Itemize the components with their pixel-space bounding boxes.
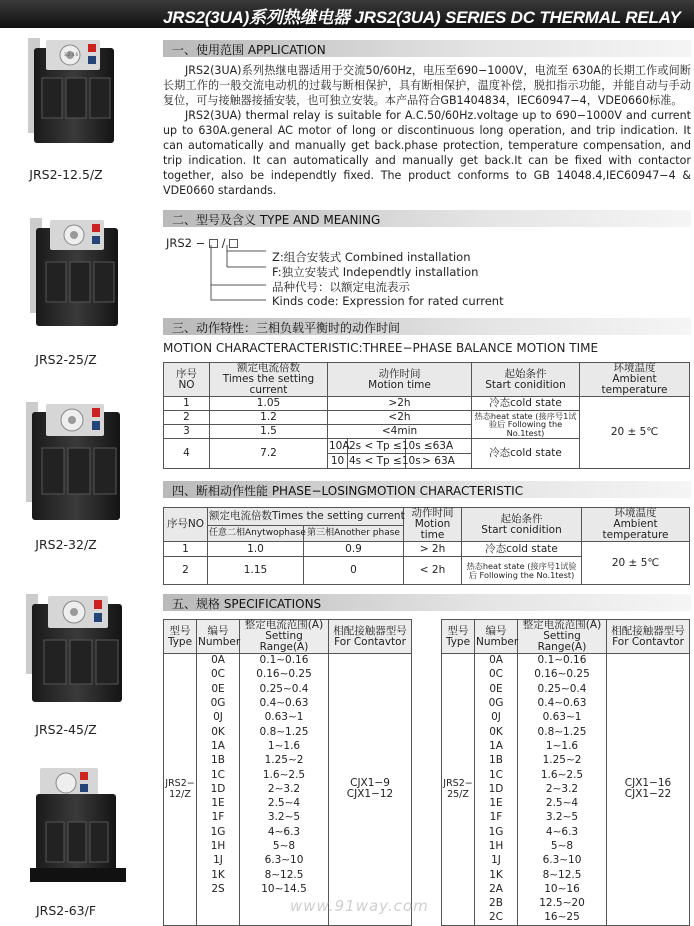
product-label-1: JRS2-12.5/Z [29, 167, 103, 182]
meaning-line-1: Z:组合安装式 Combined installation [272, 250, 471, 264]
section-type-meaning: 二、型号及含义 TYPE AND MEANING [163, 210, 691, 227]
table-row [442, 654, 690, 668]
spec-number: 1A [475, 739, 518, 753]
section-motion: 三、动作特性：三相负载平衡时的动作时间 [163, 318, 691, 335]
motion-header-start: 起始条件 Start conidition [472, 363, 580, 397]
spec-number: 1K [197, 868, 240, 882]
spec-range: 1.6∼2.5 [518, 768, 607, 782]
spec-header-number: 编号 Number [197, 620, 240, 654]
meaning-line-2: F:独立安装式 Independtly installation [272, 265, 479, 279]
spec-range: 0.8∼1.25 [518, 725, 607, 739]
table-cell: 2s < Tp ≤10s [349, 439, 421, 452]
spec-table-25 [441, 619, 690, 926]
spec-range: 8∼12.5 [240, 868, 329, 882]
spec-range: 10∼16 [518, 882, 607, 896]
table-cell: > 63A [406, 454, 472, 469]
spec-header-type: 型号 Type [164, 620, 197, 654]
table-cell: 冷态cold state [472, 397, 580, 411]
spec-contactor: CJX1−9 CJX1−12 [329, 654, 412, 926]
spec-range: 5∼8 [240, 839, 329, 853]
spec-range: 1.25∼2 [240, 754, 329, 768]
spec-range: 4∼6.3 [240, 825, 329, 839]
spec-range: 1∼1.6 [518, 739, 607, 753]
meaning-line-4: Kinds code: Expression for rated current [272, 294, 504, 308]
motion-header-multiple: 额定电流倍数 Times the setting current [210, 363, 328, 397]
table-cell: 热态heat state (接序号1试验后 Following the No.1test) [472, 411, 580, 439]
product-label-2: JRS2-25/Z [35, 352, 97, 367]
section-specifications: 五、规格 SPECIFICATIONS [163, 594, 691, 611]
spec-range: 16∼25 [518, 911, 607, 925]
table-cell: 1.2 [210, 411, 328, 425]
product-label-4: JRS2-45/Z [35, 722, 97, 737]
spec-number: 0K [475, 725, 518, 739]
table-cell: > 2h [404, 542, 462, 557]
spec-range: 0.1∼0.16 [518, 654, 607, 668]
spec-number: 2S [197, 882, 240, 896]
table-cell: 0.9 [304, 542, 404, 557]
spec-number: 0C [197, 668, 240, 682]
section-application: 一、使用范围 APPLICATION [163, 40, 691, 57]
spec-range: 0.4∼0.63 [240, 696, 329, 710]
table-cell: 4s < Tp ≤10s [349, 454, 421, 467]
spec-range: 0.63∼1 [240, 711, 329, 725]
table-cell: 1.5 [210, 425, 328, 439]
type-code: JRS2 − / [166, 236, 238, 250]
spec-number: 1D [197, 782, 240, 796]
spec-range: 0.1∼0.16 [240, 654, 329, 668]
spec-number: 1H [475, 839, 518, 853]
table-cell: 10 [328, 454, 348, 469]
phase-losing-table [163, 507, 690, 585]
spec-number: 1G [475, 825, 518, 839]
spec-range: 12.5∼20 [518, 897, 607, 911]
spec-range: 2∼3.2 [518, 782, 607, 796]
spec-range: 0.63∼1 [518, 711, 607, 725]
spec-number: 0A [197, 654, 240, 668]
spec-number: 1K [475, 868, 518, 882]
spec-range: 2.5∼4 [240, 796, 329, 810]
table-cell: 冷态cold state [472, 439, 580, 469]
table-cell: 1.05 [210, 397, 328, 411]
table-cell: 10A [329, 439, 350, 452]
spec-number [197, 897, 240, 911]
application-text [163, 63, 691, 198]
spec-number: 0G [197, 696, 240, 710]
dial-scale-text: 3.2 4.6 [64, 52, 78, 57]
motion-title: MOTION CHARACTERACTERISTIC:THREE−PHASE BALANCE MOTION TIME [163, 341, 599, 355]
product-image-5 [30, 768, 126, 882]
spec-number: 0A [475, 654, 518, 668]
spec-header-contactor: 相配接触器型号 For Contavtor [607, 620, 690, 654]
spec-header-number: 编号 Number [475, 620, 518, 654]
spec-number: 1J [197, 854, 240, 868]
spec-number: 1D [475, 782, 518, 796]
table-cell: ≤63A [406, 439, 472, 454]
phase-header-start: 起始条件 Start conidition [462, 508, 582, 542]
spec-range: 0.4∼0.63 [518, 696, 607, 710]
phase-temp-value: 20 ± 5℃ [582, 542, 690, 585]
table-cell: 0 [304, 557, 404, 585]
sidebar-product-images [0, 0, 160, 919]
motion-header-time: 动作时间 Motion time [328, 363, 472, 397]
phase-header-no: 序号NO [164, 508, 208, 542]
spec-number: 1C [475, 768, 518, 782]
spec-number: 1J [475, 854, 518, 868]
application-zh: JRS2(3UA)系列热继电器适用于交流50/60Hz，电压至690−1000V，电流至 630A的长期工作或间断长期工作的一般交流电动机的过载与断相保护，具有断相保护，温度补偿，脱扣指示功能，并能自动与手动复位，可与接触器接插安装，也可独立安装。本产品符合GB1404834，IEC60947−4，VDE0660标准。 [163, 64, 691, 107]
spec-number: 1A [197, 739, 240, 753]
spec-range: 0.16∼0.25 [518, 668, 607, 682]
spec-number: 2B [475, 897, 518, 911]
table-cell: 冷态cold state [462, 542, 582, 557]
spec-type: JRS2− 25/Z [442, 654, 475, 926]
type-meaning-brackets [200, 245, 275, 305]
spec-range: 0.25∼0.4 [518, 682, 607, 696]
spec-range: 3.2∼5 [518, 811, 607, 825]
spec-header-range: 整定电流范围(A) Setting Range(A) [518, 620, 607, 654]
spec-number: 1E [197, 796, 240, 810]
spec-number: 0G [475, 696, 518, 710]
phase-header-times: 额定电流倍数Times the setting current [208, 508, 404, 526]
spec-header-contactor: 相配接触器型号 For Contavtor [329, 620, 412, 654]
spec-range: 6.3∼10 [240, 854, 329, 868]
spec-number: 0C [475, 668, 518, 682]
motion-header-temp: 环境温度 Ambient temperature [580, 363, 690, 397]
section-phase-losing: 四、断相动作性能 PHASE−LOSINGMOTION CHARACTERISTIC [163, 481, 691, 498]
product-image-4 [26, 594, 122, 702]
spec-number: 1E [475, 796, 518, 810]
spec-number: 1B [197, 754, 240, 768]
product-image-3 [26, 402, 120, 520]
spec-number: 1G [197, 825, 240, 839]
spec-table-12 [163, 619, 412, 926]
motion-temp-value: 20 ± 5℃ [580, 397, 690, 469]
spec-contactor: CJX1−16 CJX1−22 [607, 654, 690, 926]
table-cell: 1 [164, 397, 210, 411]
spec-range: 6.3∼10 [518, 854, 607, 868]
spec-number: 1H [197, 839, 240, 853]
spec-range: 0.8∼1.25 [240, 725, 329, 739]
product-label-5: JRS2-63/F [35, 903, 97, 918]
page-title: JRS2(3UA)系列热继电器 JRS2(3UA) SERIES DC THERMAL RELAY [163, 8, 681, 27]
table-cell: 1.15 [208, 557, 304, 585]
table-cell: 3 [164, 425, 210, 439]
spec-range: 0.25∼0.4 [240, 682, 329, 696]
phase-header-time: 动作时间 Motion time [404, 508, 462, 542]
watermark: www.91way.com [290, 897, 429, 915]
table-cell: <2h [328, 411, 472, 425]
phase-header-temp: 环境温度 Ambient temperature [582, 508, 690, 542]
spec-range: 1.25∼2 [518, 754, 607, 768]
spec-range: 1.6∼2.5 [240, 768, 329, 782]
product-image-2 [30, 218, 118, 326]
spec-range: 2.5∼4 [518, 796, 607, 810]
table-cell: >2h [328, 397, 472, 411]
spec-range: 3.2∼5 [240, 811, 329, 825]
spec-number: 1F [197, 811, 240, 825]
spec-range: 8∼12.5 [518, 868, 607, 882]
table-cell: < 2h [404, 557, 462, 585]
phase-header-any-two: 任意二相Anytwophase [208, 525, 304, 541]
spec-range: 2∼3.2 [240, 782, 329, 796]
spec-number: 2C [475, 911, 518, 925]
table-cell: 2 [164, 411, 210, 425]
motion-table [163, 362, 690, 469]
spec-number: 1B [475, 754, 518, 768]
spec-number: 0J [475, 711, 518, 725]
meaning-line-3: 品种代号：以额定电流表示 [272, 280, 410, 294]
table-cell: <4min [328, 425, 472, 439]
spec-number: 1C [197, 768, 240, 782]
spec-range: 4∼6.3 [518, 825, 607, 839]
spec-range: 1∼1.6 [240, 739, 329, 753]
spec-type: JRS2− 12/Z [164, 654, 197, 926]
product-label-3: JRS2-32/Z [35, 537, 97, 552]
spec-number [197, 911, 240, 925]
spec-number: 2A [475, 882, 518, 896]
spec-number: 1F [475, 811, 518, 825]
table-row [164, 654, 412, 668]
spec-number: 0J [197, 711, 240, 725]
table-cell: 4 [164, 439, 210, 469]
spec-number: 0E [197, 682, 240, 696]
spec-range: 0.16∼0.25 [240, 668, 329, 682]
table-cell: 热态heat state (接序号1试验后 Following the No.1test) [462, 557, 582, 585]
phase-header-another: 第三相Another phase [304, 525, 404, 541]
spec-range: 10∼14.5 [240, 882, 329, 896]
table-cell: 1.0 [208, 542, 304, 557]
spec-number: 0K [197, 725, 240, 739]
spec-range: 5∼8 [518, 839, 607, 853]
application-en: JRS2(3UA) thermal relay is suitable for A.C.50/60Hz.voltage up to 690−1000V and current up to 630A.general AC motor of long or discontinuous long operation, and trip indication. It can automatically and manually get back.phase protection, temperature compensation, and trip indication. It can automatically and manually get back.It can be fixed with contactor together, also be independtly fixed. The product conforms to GB 14048.4,IEC60947−4 & VDE0660 stardands. [163, 109, 691, 197]
motion-header-no: 序号 NO [164, 363, 210, 397]
table-cell: 2 [164, 557, 208, 585]
table-cell: 1 [164, 542, 208, 557]
table-cell: 7.2 [210, 439, 328, 469]
spec-header-type: 型号 Type [442, 620, 475, 654]
spec-header-range: 整定电流范围(A) Setting Range(A) [240, 620, 329, 654]
spec-number: 0E [475, 682, 518, 696]
